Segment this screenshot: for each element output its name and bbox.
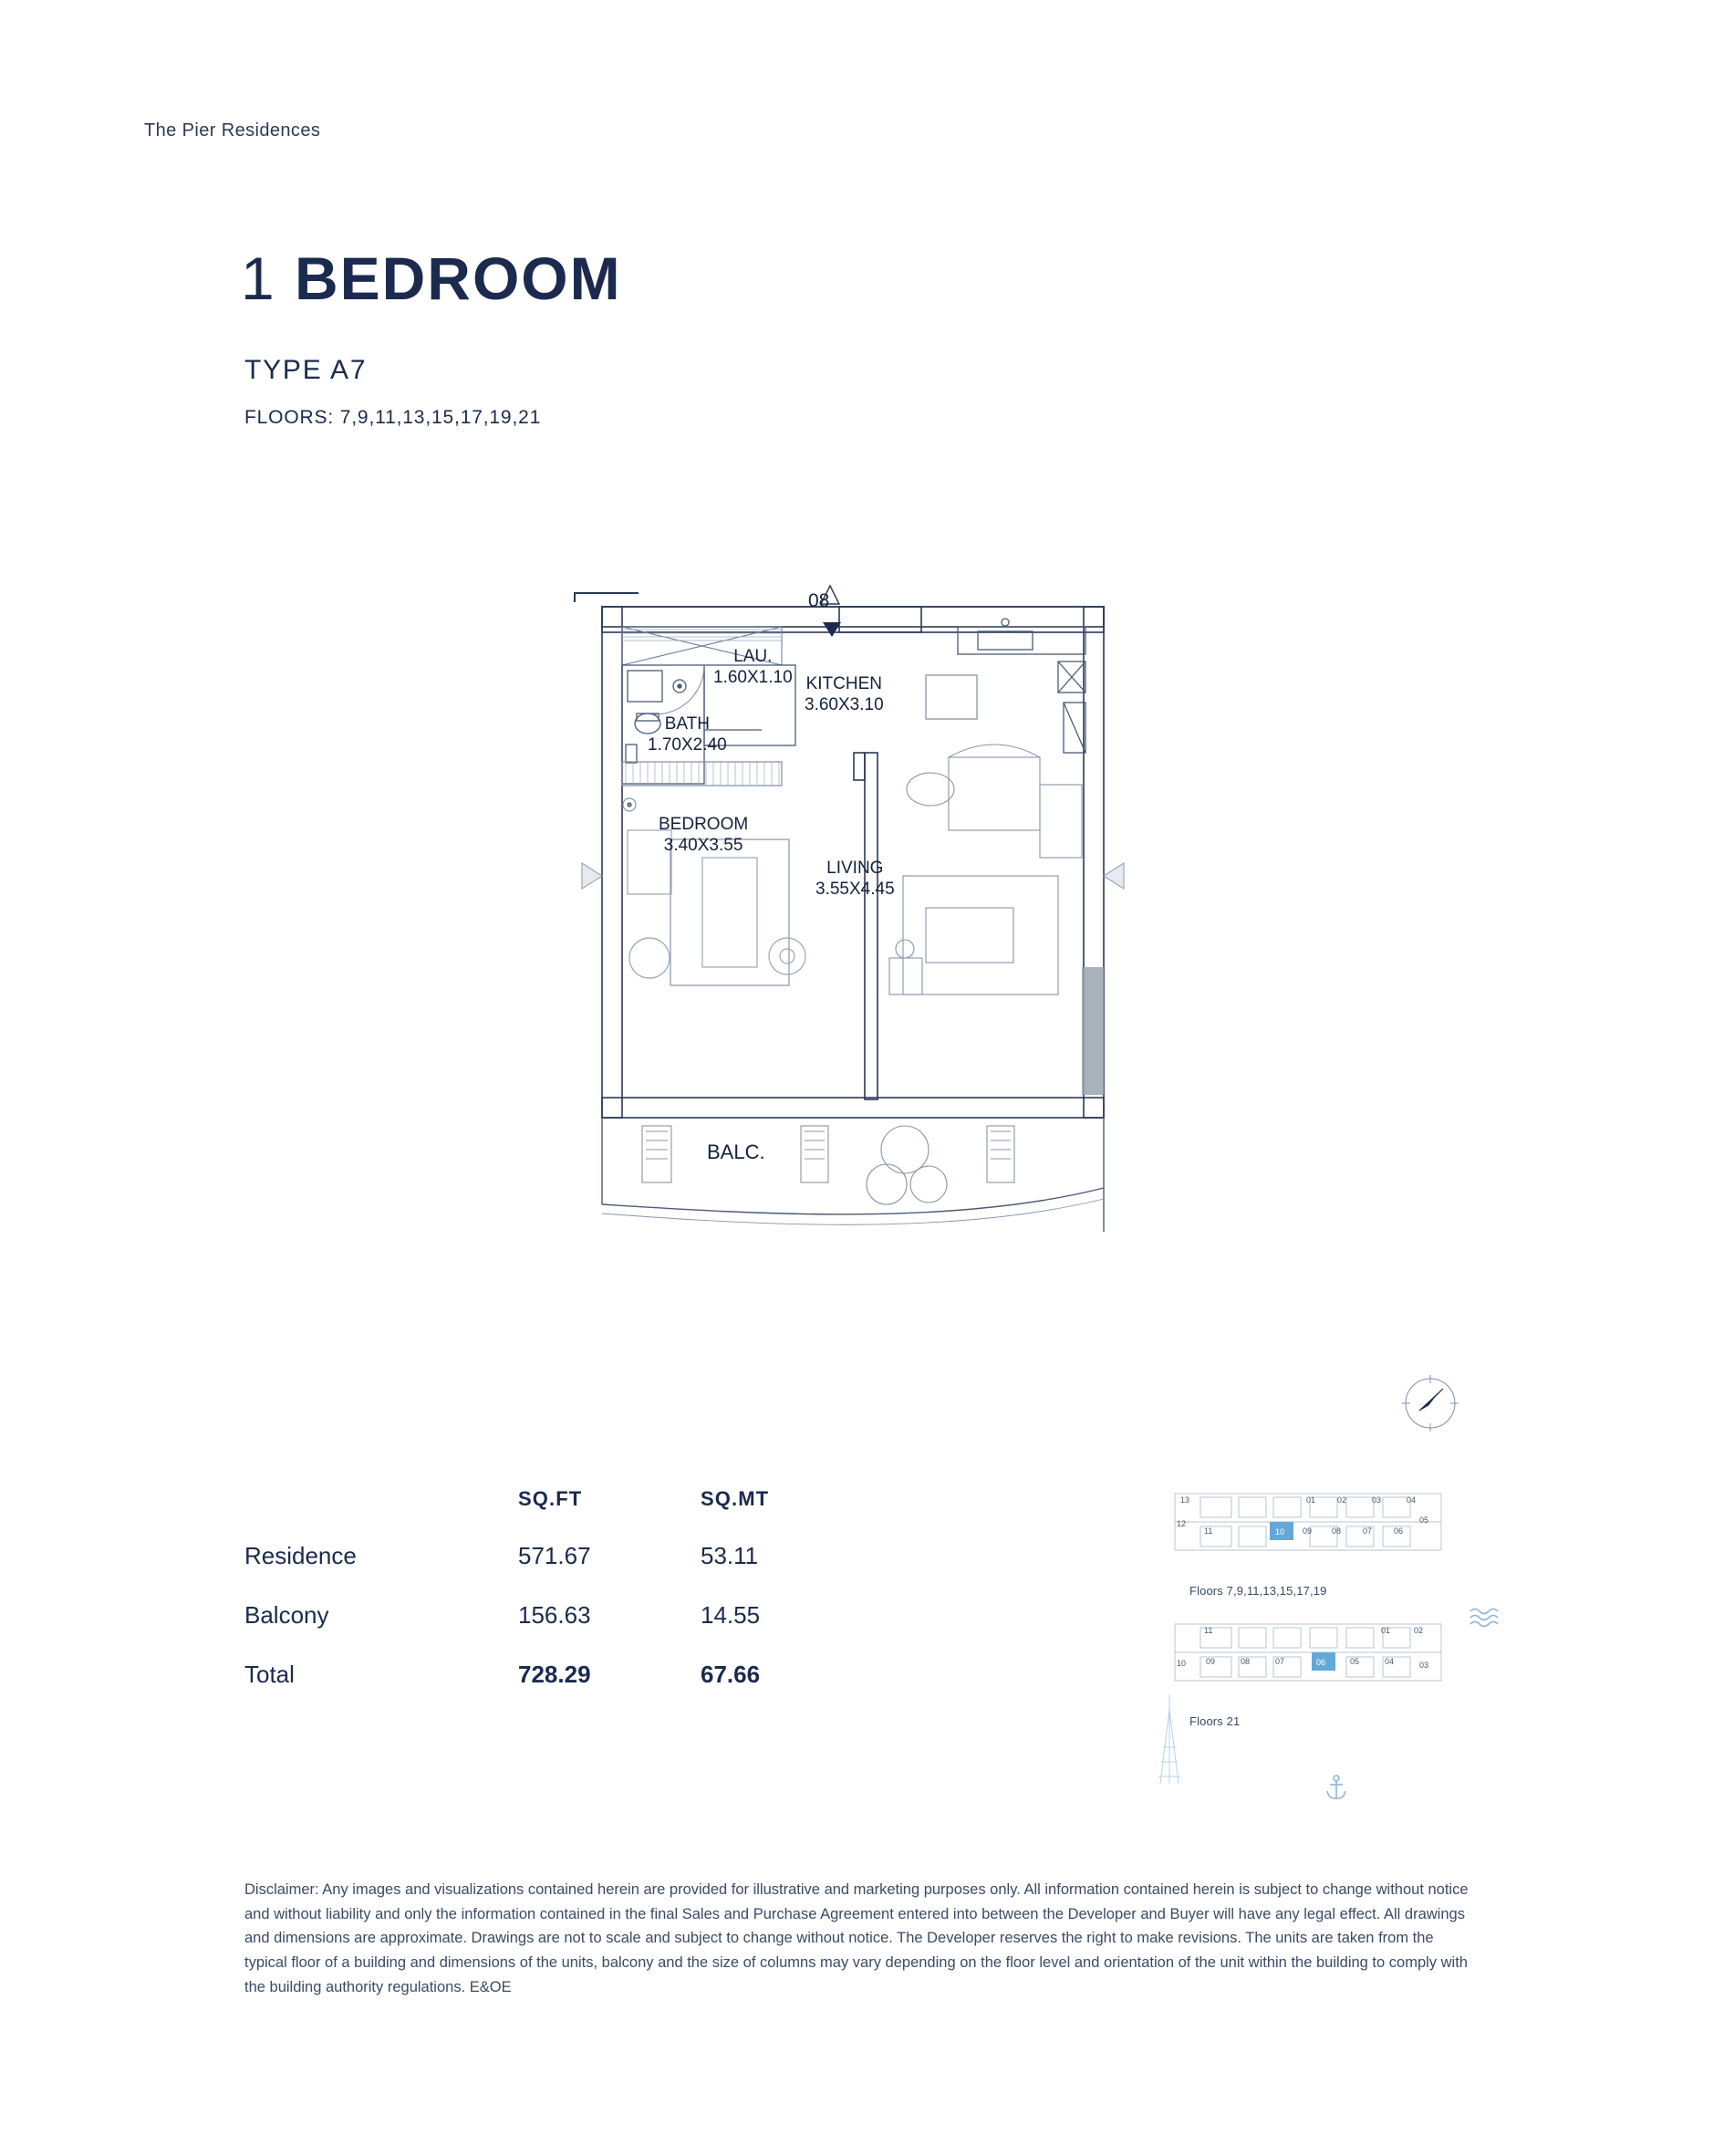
svg-text:06: 06 — [1316, 1658, 1326, 1667]
key-plan-floor21[interactable] — [1168, 1613, 1450, 1728]
svg-text:06: 06 — [1394, 1526, 1404, 1536]
table-row — [244, 1542, 810, 1601]
svg-text:07: 07 — [1363, 1526, 1373, 1536]
svg-text:11: 11 — [1204, 1526, 1213, 1536]
title-number: 1 — [241, 245, 276, 312]
room-name: LIVING — [826, 859, 884, 878]
svg-text:09: 09 — [1206, 1657, 1216, 1666]
title-word: BEDROOM — [295, 245, 622, 312]
room-name: BEDROOM — [659, 815, 749, 834]
floors-list: FLOORS: 7,9,11,13,15,17,19,21 — [244, 407, 542, 428]
room-name: LAU. — [733, 647, 773, 666]
svg-text:10: 10 — [1177, 1659, 1187, 1668]
svg-text:05: 05 — [1350, 1657, 1360, 1666]
svg-text:04: 04 — [1385, 1657, 1395, 1666]
page-title — [241, 245, 622, 312]
room-name: BATH — [664, 714, 710, 734]
room-dims: 3.60X3.10 — [805, 695, 884, 715]
svg-text:02: 02 — [1337, 1495, 1347, 1505]
svg-text:03: 03 — [1419, 1661, 1429, 1670]
row-label: Balcony — [244, 1601, 329, 1629]
room-label-lau — [713, 646, 793, 688]
key-plan-typical[interactable] — [1168, 1483, 1450, 1598]
tower-icon — [1151, 1693, 1188, 1797]
svg-text:09: 09 — [1303, 1526, 1313, 1536]
row-sqft: 571.67 — [518, 1542, 591, 1569]
svg-text:05: 05 — [1419, 1515, 1429, 1525]
svg-text:11: 11 — [1204, 1626, 1213, 1635]
row-sqft: 156.63 — [518, 1601, 591, 1629]
room-label-living — [815, 858, 895, 900]
table-row-total — [244, 1661, 810, 1720]
table-row — [244, 1601, 810, 1661]
north-arrow-icon — [1397, 1370, 1463, 1436]
room-label-kitchen — [805, 673, 884, 715]
brand-name: The Pier Residences — [144, 120, 321, 141]
col-header-blank — [244, 1487, 518, 1542]
svg-text:07: 07 — [1275, 1657, 1285, 1666]
room-dims: 1.60X1.10 — [713, 668, 793, 688]
col-header-sqft: SQ.FT — [518, 1487, 583, 1510]
svg-text:04: 04 — [1407, 1495, 1417, 1505]
svg-text:10: 10 — [1275, 1527, 1285, 1536]
waves-icon — [1469, 1606, 1501, 1635]
svg-text:08: 08 — [1332, 1526, 1342, 1536]
row-label: Residence — [244, 1542, 357, 1569]
svg-text:01: 01 — [1306, 1495, 1316, 1505]
room-label-balcony — [707, 1140, 765, 1165]
row-sqmt: 53.11 — [701, 1542, 759, 1569]
floor-plan — [566, 575, 1149, 1305]
key-plan-caption: Floors 21 — [1189, 1714, 1241, 1728]
room-dims: 1.70X2.40 — [648, 735, 727, 755]
room-label-bedroom — [659, 814, 748, 856]
key-plan-caption: Floors 7,9,11,13,15,17,19 — [1189, 1584, 1327, 1598]
room-label-bath — [648, 713, 727, 755]
svg-text:03: 03 — [1372, 1495, 1382, 1505]
svg-text:02: 02 — [1414, 1626, 1424, 1635]
table-header-row — [244, 1487, 810, 1542]
row-sqft: 728.29 — [518, 1661, 591, 1688]
disclaimer-text: Disclaimer: Any images and visualizations contained herein are provided for illustrative and marketing purposes only. All information contained herein is subject to change without notice and without liability and only the information contained in the final Sales and Purchase Agreement entered into between the Developer and Buyer will have any legal effect. All drawings and dimensions are approximate. Drawings are not to scale and subject to change without notice. The Developer reserves the right to make revisions. The units are taken from the typical floor of a building and dimensions of the units, balcony and the size of columns may vary depending on the floor level and orientation of the unit within the building to comply with the building authority regulations. E&OE — [244, 1881, 1469, 1995]
anchor-icon — [1324, 1775, 1348, 1807]
svg-text:08: 08 — [1241, 1657, 1251, 1666]
svg-text:12: 12 — [1177, 1519, 1187, 1528]
row-sqmt: 67.66 — [701, 1661, 761, 1688]
room-name: BALC. — [707, 1140, 765, 1163]
key-plans — [1168, 1483, 1478, 1728]
col-header-sqmt: SQ.MT — [701, 1487, 770, 1510]
svg-text:01: 01 — [1381, 1626, 1391, 1635]
area-table — [244, 1487, 883, 1720]
unit-type: TYPE A7 — [244, 355, 368, 385]
svg-text:13: 13 — [1180, 1495, 1190, 1505]
room-dims: 3.55X4.45 — [815, 880, 895, 900]
row-label: Total — [244, 1661, 295, 1688]
room-name: KITCHEN — [805, 674, 883, 693]
room-dims: 3.40X3.55 — [663, 836, 743, 856]
unit-number: 08 — [808, 590, 830, 611]
row-sqmt: 14.55 — [701, 1601, 761, 1629]
